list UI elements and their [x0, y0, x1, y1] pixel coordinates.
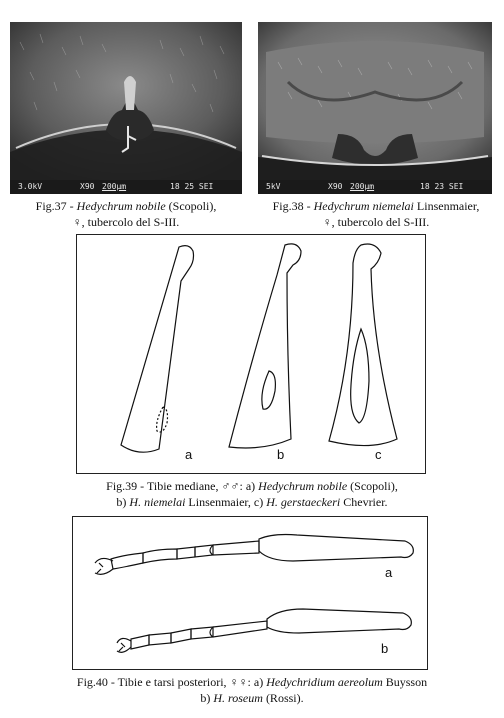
fig39-tibiae-drawing [77, 235, 425, 473]
fig38-code: 18 23 SEI [420, 182, 464, 191]
fig39-caption [40, 478, 464, 510]
fig37-sem-image [10, 22, 242, 194]
fig38-caption-line1: Fig.38 - Hedychrum niemelai Linsenmaier, [272, 199, 480, 213]
fig38-voltage: 5kV [266, 182, 281, 191]
leg-b-tarsus-5 [131, 635, 149, 649]
fig40-caption [20, 674, 484, 706]
fig37-magnification: X90 [80, 182, 95, 191]
fig40-caption-line2: b) H. roseum (Rossi). [200, 691, 304, 705]
fig37-caption-line2: ♀, tubercolo del S-III. [72, 215, 180, 229]
fig39-drawing-frame [76, 234, 426, 474]
fig37-scale: 200μm [102, 182, 127, 191]
fig38-sem-info-bar [258, 180, 492, 194]
leg-a-tarsus-4 [143, 549, 177, 563]
fig37-caption-line1: Fig.37 - Hedychrum nobile (Scopoli), [35, 199, 217, 213]
fig40-caption-line1: Fig.40 - Tibie e tarsi posteriori, ♀♀: a) Hedychridium aereolum Buysson [76, 675, 428, 689]
fig40-drawing-frame [72, 516, 428, 670]
fig40-label-a: a [385, 565, 393, 580]
tibia-c-outline [329, 244, 397, 446]
leg-b-tarsus-3 [171, 629, 191, 643]
fig39-caption-line1: Fig.39 - Tibie mediane, ♂♂: a) Hedychrum nobile (Scopoli), [106, 479, 398, 493]
fig37-sem-info-bar [10, 180, 242, 194]
fig38-caption-line2: ♀, tubercolo del S-III. [322, 215, 430, 229]
fig38-magnification: X90 [328, 182, 343, 191]
fig37-caption [10, 198, 242, 230]
leg-b-tarsus-1 [210, 621, 267, 637]
fig38-sem-image [258, 22, 492, 194]
fig40-tibiae-tarsi-drawing [73, 517, 427, 669]
leg-a-tarsus-5 [111, 553, 143, 569]
leg-b-claws [117, 638, 131, 652]
fig40-label-b: b [381, 641, 389, 656]
tibia-a-outline [121, 246, 194, 453]
leg-a-tarsus-3 [177, 547, 195, 559]
fig39-label-a: a [185, 447, 193, 462]
tibia-b-inner-mark [262, 371, 276, 409]
leg-a-claws [95, 558, 113, 574]
leg-b-tarsus-4 [149, 633, 171, 645]
fig37-sem-texture [10, 22, 242, 180]
fig39-label-b: b [277, 447, 285, 462]
fig38-caption [252, 198, 500, 230]
leg-a-tibia [259, 535, 413, 562]
fig39-label-c: c [375, 447, 382, 462]
leg-a-tarsus-1 [210, 541, 259, 555]
fig37-code: 18 25 SEI [170, 182, 214, 191]
fig37-voltage: 3.0kV [18, 182, 43, 191]
tibia-c-inner-mark [351, 329, 369, 423]
fig38-scale: 200μm [350, 182, 375, 191]
tibia-b-outline [229, 244, 301, 448]
fig38-sem-texture [258, 22, 492, 180]
fig39-caption-line2: b) H. niemelai Linsenmaier, c) H. gerstaeckeri Chevrier. [116, 495, 388, 509]
leg-b-tibia [267, 609, 411, 633]
